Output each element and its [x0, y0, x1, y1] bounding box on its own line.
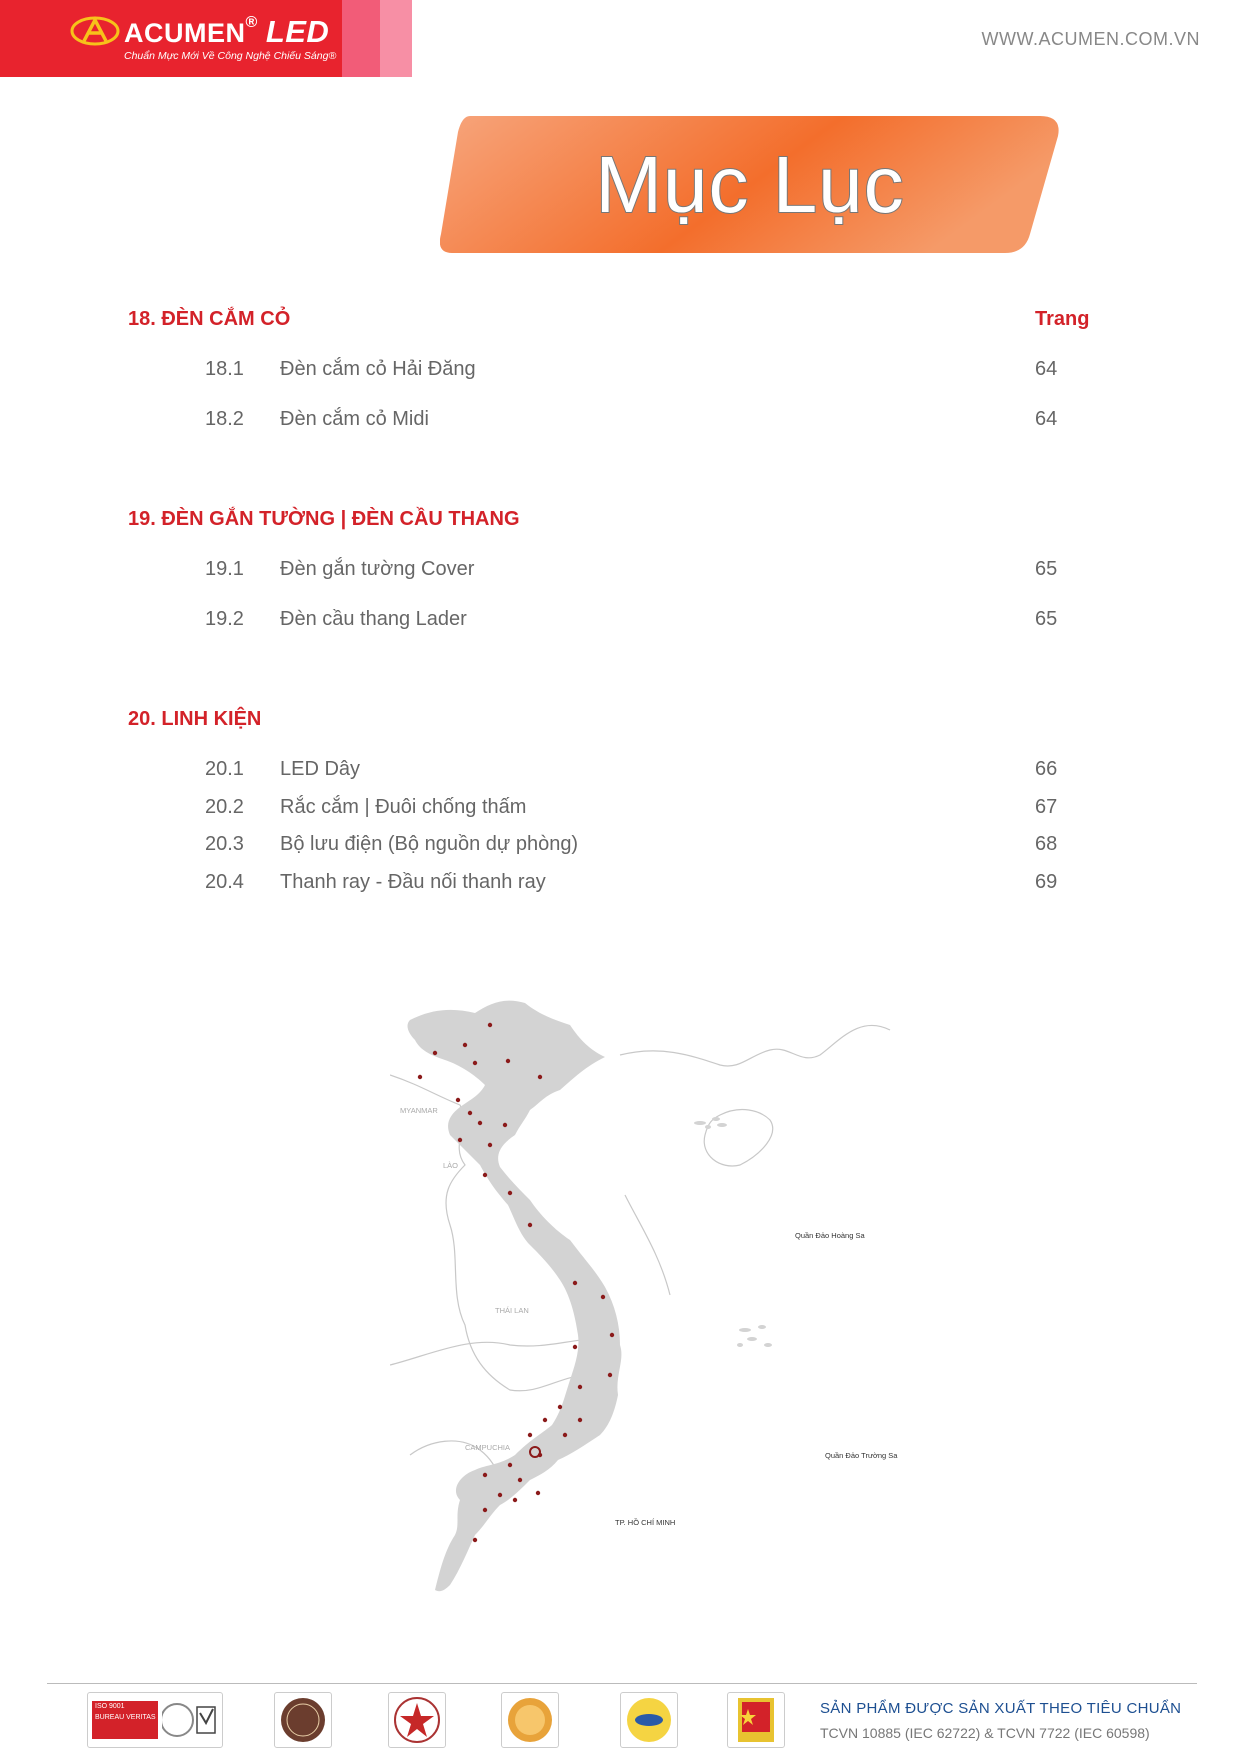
trust-supplier-badge	[274, 1692, 332, 1748]
map-label-lao: LÀO	[443, 1161, 459, 1170]
vietnam-award-icon	[728, 1693, 784, 1747]
map-label-myanmar: MYANMAR	[400, 1106, 438, 1115]
section-heading-18: 18. ĐÈN CẮM CỎ	[128, 308, 291, 330]
toc-number: 20.2	[205, 796, 244, 818]
golden-brand-icon	[502, 1693, 558, 1747]
logo-accent-stripe	[342, 0, 380, 77]
toc-text: Đèn gắn tường Cover	[280, 558, 475, 580]
brand-name: ACUMEN® LED	[124, 14, 330, 49]
toc-page: 67	[1035, 796, 1058, 818]
toc-number: 20.1	[205, 758, 244, 780]
page-title: Mục Lục	[595, 140, 905, 229]
toc-row[interactable]	[0, 358, 1241, 388]
toc-text: Rắc cắm | Đuôi chống thấm	[280, 796, 527, 818]
website-url[interactable]: WWW.ACUMEN.COM.VN	[981, 29, 1200, 49]
toc-page: 65	[1035, 608, 1058, 630]
brand-tagline: Chuẩn Mực Mới Về Công Nghệ Chiếu Sáng®	[124, 50, 337, 62]
trust-supplier-icon	[275, 1693, 331, 1747]
iso-certificate-badge	[87, 1692, 223, 1748]
page-column-label: Trang	[1035, 308, 1090, 330]
map-label-cambodia: CAMPUCHIA	[465, 1443, 511, 1452]
spratly-islands	[737, 1325, 772, 1347]
toc-number: 19.2	[205, 608, 244, 630]
toc-text: Đèn cắm cỏ Hải Đăng	[280, 358, 476, 380]
toc-text: Đèn cắm cỏ Midi	[280, 408, 429, 430]
footer-divider	[47, 1683, 1197, 1684]
quality-award-icon	[621, 1693, 677, 1747]
toc-row[interactable]	[0, 408, 1241, 438]
toc-row[interactable]	[0, 796, 1241, 826]
toc-row[interactable]	[0, 558, 1241, 588]
star-award-badge	[388, 1692, 446, 1748]
bureau-veritas-seal-icon	[162, 1699, 218, 1741]
map-label-hcm: TP. HỒ CHÍ MINH	[615, 1518, 676, 1527]
map-label-truong-sa: Quần Đảo Trường Sa	[825, 1451, 898, 1460]
map-label-hoang-sa: Quần Đảo Hoàng Sa	[795, 1231, 865, 1240]
vietnam-landmass	[408, 1001, 622, 1592]
golden-brand-badge	[501, 1692, 559, 1748]
section-heading-19: 19. ĐÈN GẮN TƯỜNG | ĐÈN CẦU THANG	[128, 508, 520, 530]
bv-label: BUREAU VERITAS	[95, 1714, 156, 1721]
toc-page: 68	[1035, 833, 1058, 855]
header-logo-band	[0, 0, 412, 77]
footer-standard-title: SẢN PHẨM ĐƯỢC SẢN XUẤT THEO TIÊU CHUẨN	[820, 1700, 1182, 1717]
toc-text: LED Dây	[280, 758, 361, 780]
quality-award-badge	[620, 1692, 678, 1748]
toc-row[interactable]	[0, 871, 1241, 901]
toc-text: Bộ lưu điện (Bộ nguồn dự phòng)	[280, 833, 579, 855]
toc-page: 64	[1035, 408, 1058, 430]
toc-text: Đèn cầu thang Lader	[280, 608, 467, 630]
toc-page: 69	[1035, 871, 1058, 893]
toc-page: 65	[1035, 558, 1058, 580]
map-label-thailand: THÁI LAN	[495, 1306, 529, 1315]
logo-accent-stripe-light	[380, 0, 412, 77]
toc-page: 64	[1035, 358, 1058, 380]
neighbor-borders	[390, 1025, 890, 1515]
acumen-logo-icon	[70, 16, 120, 46]
toc-number: 20.3	[205, 833, 244, 855]
toc-text: Thanh ray - Đầu nối thanh ray	[280, 871, 546, 893]
star-award-icon	[389, 1693, 445, 1747]
toc-number: 18.2	[205, 408, 244, 430]
section-heading-20: 20. LINH KIỆN	[128, 708, 262, 730]
toc-page: 66	[1035, 758, 1058, 780]
vietnam-map	[390, 995, 920, 1605]
vietnam-award-badge	[727, 1692, 785, 1748]
toc-number: 19.1	[205, 558, 244, 580]
toc-number: 18.1	[205, 358, 244, 380]
toc-row[interactable]	[0, 758, 1241, 788]
footer-standard-codes: TCVN 10885 (IEC 62722) & TCVN 7722 (IEC 60598)	[820, 1725, 1150, 1741]
toc-number: 20.4	[205, 871, 244, 893]
toc-row[interactable]	[0, 833, 1241, 863]
iso-label: ISO 9001	[95, 1703, 125, 1710]
toc-row[interactable]	[0, 608, 1241, 638]
